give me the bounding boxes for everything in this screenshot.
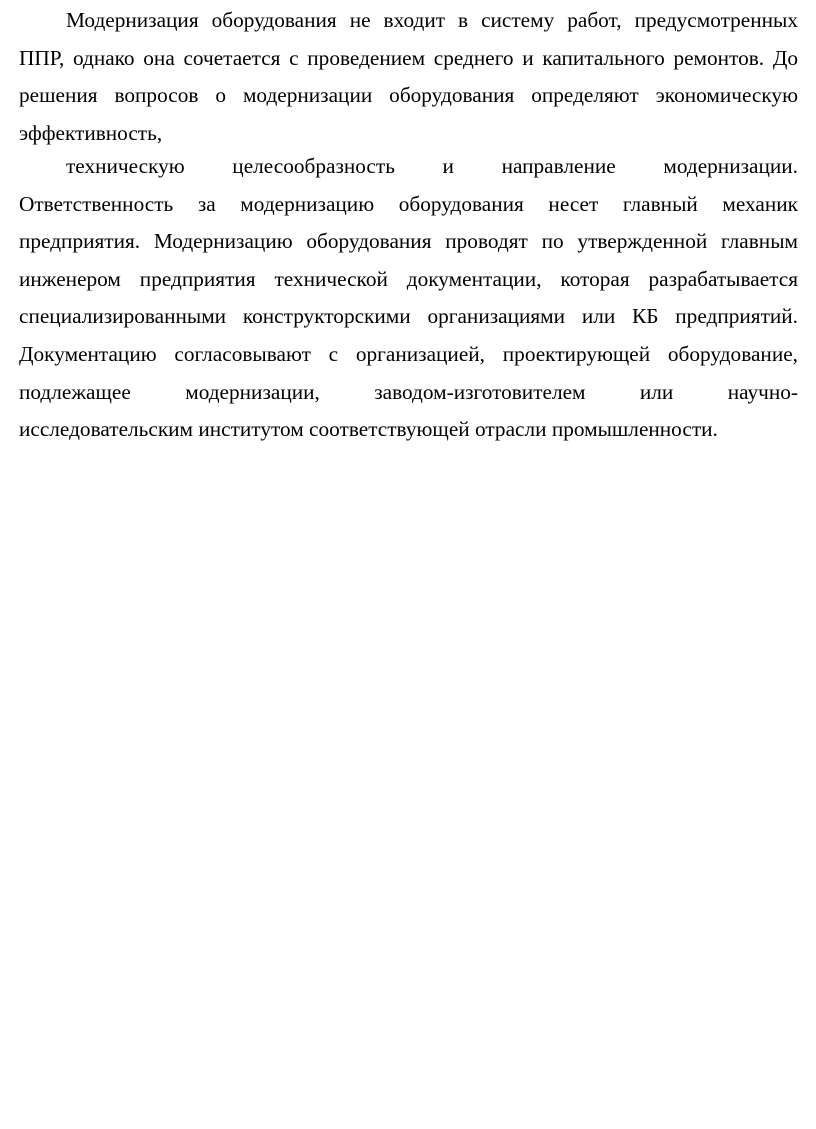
text-line: исследовательским институтом соответствующей отрасли промышленности. [19, 417, 718, 442]
paragraph-1 [19, 2, 798, 152]
text-line: подлежащее модернизации, заводом-изготовителем или научно- [19, 379, 798, 404]
text-line: специализированными конструкторскими организациями или КБ предприятий. [19, 304, 798, 329]
text-line: Ответственность за модернизацию оборудования несет главный механик [19, 191, 798, 216]
text-line: решения вопросов о модернизации оборудования определяют экономическую [19, 83, 798, 108]
text-line: предприятия. Модернизацию оборудования проводят по утвержденной главным [19, 229, 798, 254]
text-line: техническую целесообразность и направление модернизации. [66, 154, 798, 178]
paragraph-2 [19, 148, 798, 449]
text-line: инженером предприятия технической документации, которая разрабатывается [19, 266, 798, 291]
text-line: Документацию согласовывают с организацией, проектирующей оборудование, [19, 341, 798, 366]
text-line: эффективность, [19, 120, 163, 145]
text-line: Модернизация оборудования не входит в систему работ, предусмотренных [66, 8, 798, 32]
text-line: ППР, однако она сочетается с проведением среднего и капитального ремонтов. До [19, 45, 798, 70]
